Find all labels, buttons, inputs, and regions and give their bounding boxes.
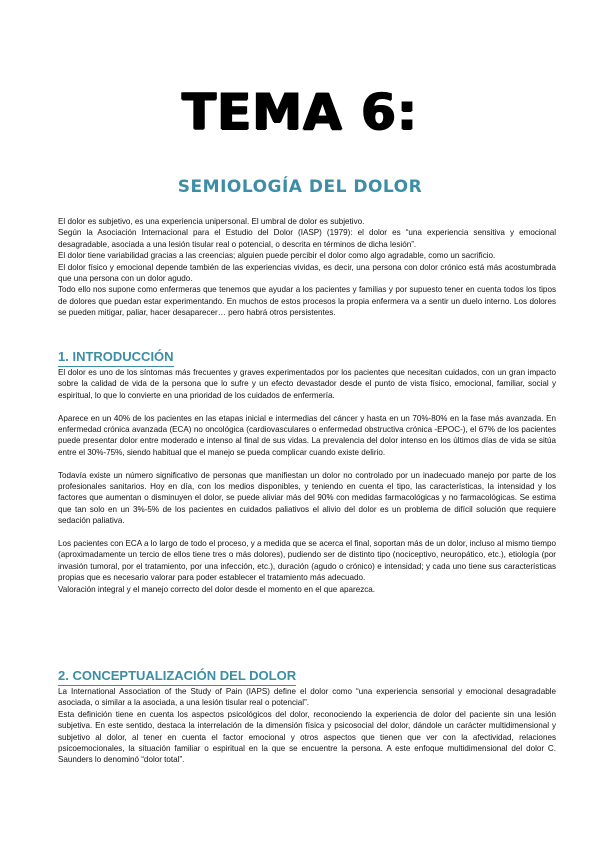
section-heading-text: 2. CONCEPTUALIZACIÓN DEL DOLOR xyxy=(58,668,297,683)
intro-line: El dolor físico y emocional depende también de las experiencias vividas, es decir, una persona con dolor crónico está más acostumbrada que una persona con un dolor agudo. xyxy=(58,262,556,284)
section-heading-introduccion xyxy=(58,349,174,367)
paragraph: Esta definición tiene en cuenta los aspectos psicológicos del dolor, reconociendo la experiencia de dolor del paciente sin una lesión subjetiva. En este sentido, destaca la interrelación de la dimensión física y psicosocial del dolor, dándole un carácter multidimensional y subjetivo al dolor, al tener en cuenta el factor emocional y otros aspectos que tienen que ver con la afectividad, relaciones psicoemocionales, la situación familiar o espiritual en la que se encuentre la persona. A este enfoque multidimensional del dolor C. Saunders lo denominó “dolor total”. xyxy=(58,709,556,765)
section-heading-conceptualizacion xyxy=(58,668,296,686)
intro-line: El dolor tiene variabilidad gracias a las creencias; alguien puede percibir el dolor como algo agradable, como un sacrificio. xyxy=(58,251,496,261)
intro-block xyxy=(58,216,556,319)
section-2-body xyxy=(58,686,556,766)
main-title: TEMA 6: xyxy=(182,83,418,141)
paragraph: Aparece en un 40% de los pacientes en las etapas inicial e intermedias del cáncer y hasta en un 70%-80% en la fase más avanzada. En enfermedad crónica avanzada (ECA) no oncológica (cardiovasculares o enfermedad obstructiva crónica -EPOC-), el 67% de los pacientes puede presentar dolor entre moderado e intenso al final de sus vidas. La prevalencia del dolor intenso en los últimos días de vida se sitúa entre el 30%-75%, siendo habitual que el manejo se pueda complicar cuando existe delirio. xyxy=(58,413,556,457)
subtitle: SEMIOLOGÍA DEL DOLOR xyxy=(177,177,423,197)
intro-line: Todo ello nos supone como enfermeras que tenemos que ayudar a los pacientes y familias y por supuesto tener en cuenta todos los tipos de dolores que puedan estar experimentando. En muchos de estos procesos la propia enfermera va a sentir un duelo interno. Los dolores se pueden mitigar, paliar, hacer desaparecer… pero habrá otros persistentes. xyxy=(58,285,556,318)
paragraph: Valoración integral y el manejo correcto del dolor desde el momento en el que aparezca. xyxy=(58,584,376,594)
paragraph: La International Association of the Study of Pain (IAPS) define el dolor como “una experiencia sensorial y emocional desagradable asociada, o similar a la asociada, a una lesión tisular real o potencial”. xyxy=(58,687,556,708)
section-heading-text: 1. INTRODUCCIÓN xyxy=(58,349,174,364)
intro-line: Según la Asociación Internacional para el Estudio del Dolor (IASP) (1979): el dolor es “una experiencia sensitiva y emocional desagradable, asociada a una lesión tisular real o potencial, o descrita en términos de dicha lesión”. xyxy=(58,228,556,249)
section-1-body xyxy=(58,367,556,595)
paragraph: El dolor es uno de los síntomas más frecuentes y graves experimentados por los pacientes que necesitan cuidados, con un gran impacto sobre la calidad de vida de la persona que lo sufre y un efecto devastador desde el punto de vista físico, emocional, familiar, social y espiritual, lo que lo convierte en una prioridad de los cuidados de enfermería. xyxy=(58,368,556,400)
intro-line: El dolor es subjetivo, es una experiencia unipersonal. El umbral de dolor es subjetivo. xyxy=(58,217,365,226)
paragraph: Todavía existe un número significativo de personas que manifiestan un dolor no controlado por un inadecuado manejo por parte de los profesionales sanitarios. Hoy en día, con los medios disponibles, y teniendo en cuenta el tipo, las características, la intensidad y los factores que aumentan o disminuyen el dolor, se puede aliviar más del 90% con medidas farmacológicas y no farmacológicas. Se estima que tan solo en un 3%-5% de los pacientes en cuidados paliativos el alivio del dolor es un problema de difícil solución que requiere sedación paliativa. xyxy=(58,470,556,526)
paragraph: Los pacientes con ECA a lo largo de todo el proceso, y a medida que se acerca el final, soportan más de un dolor, incluso al mismo tiempo (aproximadamente un tercio de ellos tiene tres o más dolores), pudiendo ser de distinto tipo (nociceptivo, neuropático, etc.), etiología (por invasión tumoral, por el tratamiento, por una infección, etc.), duración (agudo o crónico) e intensidad; y cada uno tiene sus características propias que es necesario valorar para poder establecer el tratamiento más adecuado. xyxy=(58,539,556,583)
